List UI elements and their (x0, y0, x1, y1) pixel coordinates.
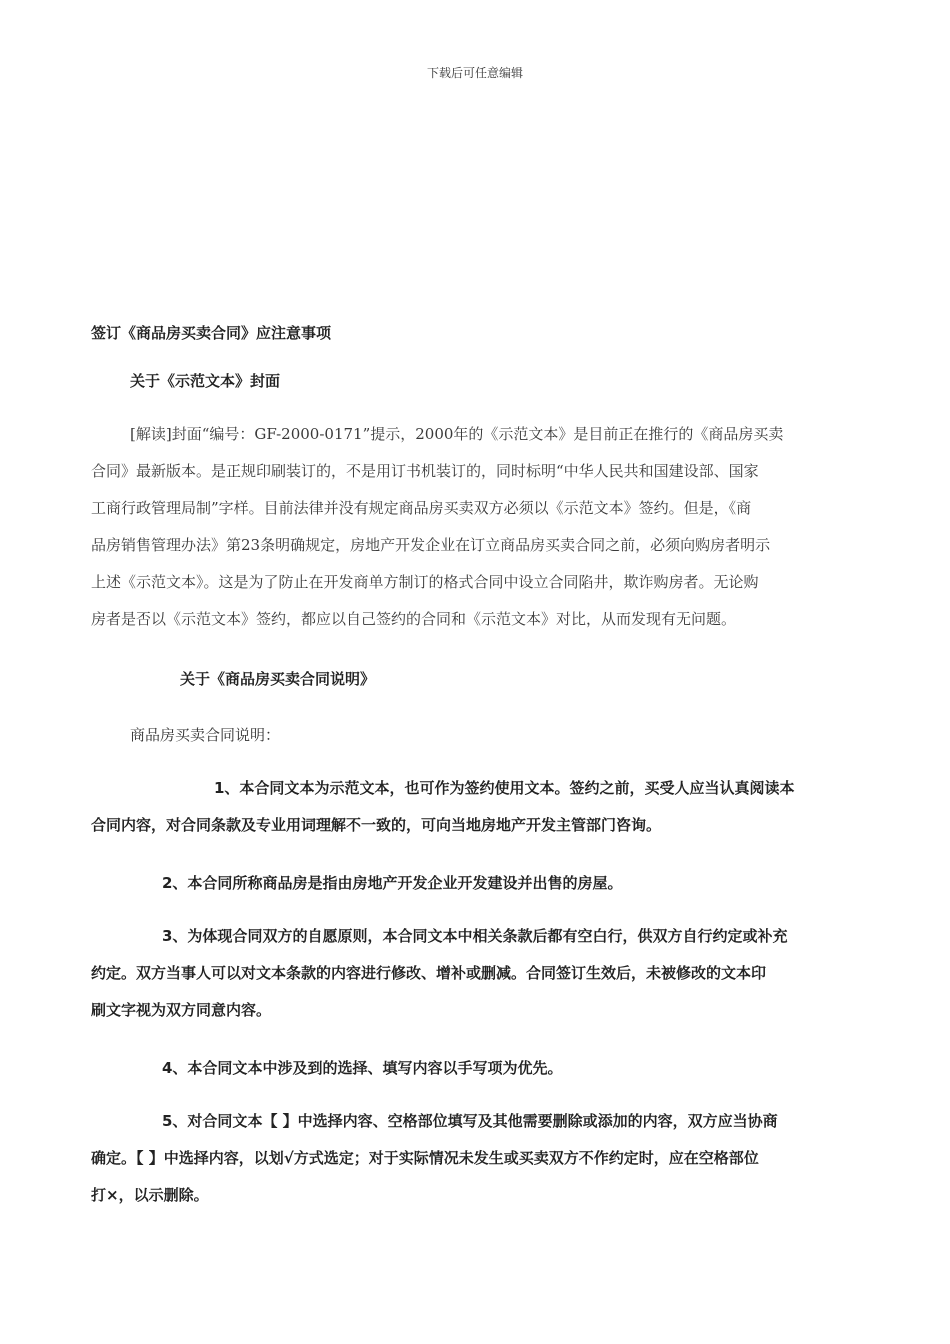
paragraph-line: 3、为体现合同双方的自愿原则，本合同文本中相关条款后都有空白行，供双方自行约定或补充 (162, 927, 788, 945)
item-5-paragraph (91, 1103, 861, 1214)
section-heading-explanation: 关于《商品房买卖合同说明》 (180, 670, 376, 688)
paragraph-line: 1、本合同文本为示范文本，也可作为签约使用文本。签约之前，买受人应当认真阅读本 (214, 779, 795, 797)
paragraph-line: 房者是否以《示范文本》签约，都应以自己签约的合同和《示范文本》对比，从而发现有无问题。 (91, 610, 737, 628)
paragraph-line: 上述《示范文本》。这是为了防止在开发商单方制订的格式合同中设立合同陷井，欺诈购房者。无论购 (91, 573, 759, 591)
paragraph-line: 品房销售管理办法》第23条明确规定，房地产开发企业在订立商品房买卖合同之前，必须向购房者明示 (91, 536, 771, 554)
paragraph-line: [解读]封面“编号：GF-2000-0171”提示，2000年的《示范文本》是目前正在推行的《商品房买卖 (130, 425, 784, 443)
document-title: 签订《商品房买卖合同》应注意事项 (91, 324, 332, 342)
paragraph-line: 合同》最新版本。是正规印刷装订的，不是用订书机装订的，同时标明“中华人民共和国建设部、国家 (91, 462, 759, 480)
page-header-note: 下载后可任意编辑 (426, 66, 523, 80)
item-2-paragraph: 2、本合同所称商品房是指由房地产开发企业开发建设并出售的房屋。 (162, 874, 623, 892)
section-heading-cover: 关于《示范文本》封面 (130, 372, 281, 390)
paragraph-line: 5、对合同文本【 】中选择内容、空格部位填写及其他需要删除或添加的内容，双方应当协商 (162, 1112, 778, 1130)
interpretation-paragraph (91, 416, 861, 638)
item-3-paragraph (91, 918, 861, 1029)
paragraph-line: 刷文字视为双方同意内容。 (91, 1001, 272, 1019)
paragraph-line: 约定。双方当事人可以对文本条款的内容进行修改、增补或删减。合同签订生效后，未被修改的文本印 (91, 964, 767, 982)
paragraph-line: 确定。【 】中选择内容，以划√方式选定；对于实际情况未发生或买卖双方不作约定时，应在空格部位 (91, 1149, 759, 1167)
item-4-paragraph: 4、本合同文本中涉及到的选择、填写内容以手写项为优先。 (162, 1059, 563, 1077)
paragraph-line: 打×，以示删除。 (91, 1186, 209, 1204)
paragraph-line: 合同内容，对合同条款及专业用词理解不一致的，可向当地房地产开发主管部门咨询。 (91, 816, 662, 834)
paragraph-line: 工商行政管理局制”字样。目前法律并没有规定商品房买卖双方必须以《示范文本》签约。但是，《商 (91, 499, 752, 517)
interpretation-label: [解读] (130, 425, 172, 443)
item-1-paragraph (91, 770, 861, 844)
explanation-heading: 商品房买卖合同说明： (130, 726, 281, 744)
